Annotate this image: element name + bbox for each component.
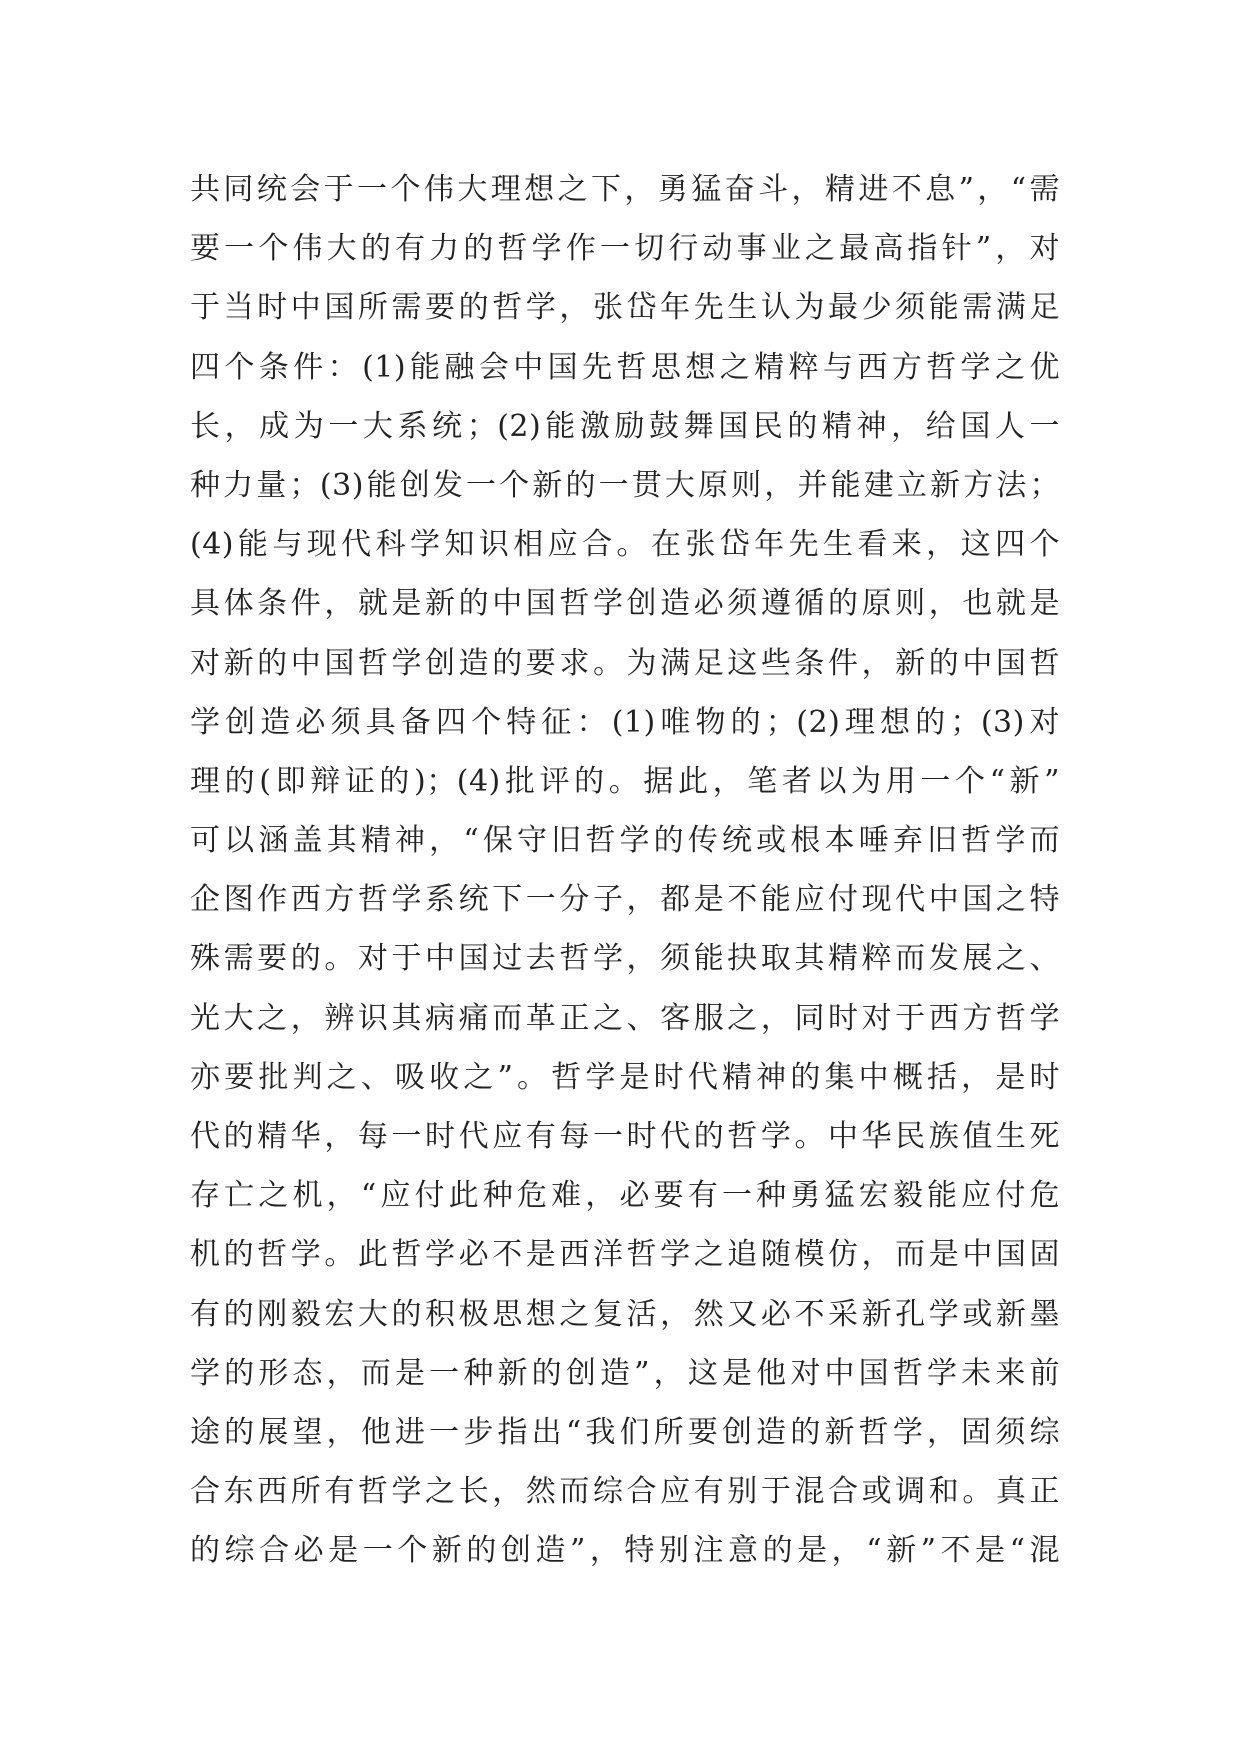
text-line: 的综合必是一个新的创造”，特别注意的是，“新”不是“混 (190, 1533, 1060, 1569)
text-line: 殊需要的。对于中国过去哲学，须能抉取其精粹而发展之、 (190, 941, 1060, 977)
text-line: 存亡之机，“应付此种危难，必要有一种勇猛宏毅能应付危 (190, 1178, 1060, 1214)
text-line: 代的精华，每一时代应有每一时代的哲学。中华民族值生死 (190, 1119, 1060, 1154)
text-line: 长，成为一大系统；(2)能激励鼓舞国民的精神，给国人一 (190, 408, 1060, 444)
text-line: 共同统会于一个伟大理想之下，勇猛奋斗，精进不息”，“需 (190, 172, 1060, 207)
text-line: 合东西所有哲学之长，然而综合应有别于混合或调和。真正 (190, 1474, 1060, 1510)
text-line: 具体条件，就是新的中国哲学创造必须遵循的原则，也就是 (190, 586, 1060, 622)
text-line: 要一个伟大的有力的哲学作一切行动事业之最高指针”，对 (190, 231, 1060, 267)
text-line: 机的哲学。此哲学必不是西洋哲学之追随模仿，而是中国固 (190, 1237, 1060, 1273)
text-line: 学的形态，而是一种新的创造”，这是他对中国哲学未来前 (190, 1355, 1060, 1391)
text-line: 于当时中国所需要的哲学，张岱年先生认为最少须能需满足 (190, 290, 1060, 326)
text-line: 四个条件：(1)能融会中国先哲思想之精粹与西方哲学之优 (190, 349, 1060, 385)
text-line: 途的展望，他进一步指出“我们所要创造的新哲学，固须综 (190, 1414, 1060, 1450)
text-line: 学创造必须具备四个特征：(1)唯物的；(2)理想的；(3)对 (190, 704, 1060, 740)
text-line: 光大之，辨识其病痛而革正之、客服之，同时对于西方哲学 (190, 1000, 1060, 1036)
text-line: 有的刚毅宏大的积极思想之复活，然又必不采新孔学或新墨 (190, 1296, 1060, 1332)
text-line: 对新的中国哲学创造的要求。为满足这些条件，新的中国哲 (190, 645, 1060, 681)
text-line: 种力量；(3)能创发一个新的一贯大原则，并能建立新方法； (190, 467, 1060, 503)
text-line: 亦要批判之、吸收之”。哲学是时代精神的集中概括，是时 (190, 1059, 1060, 1095)
body-text (190, 160, 1060, 1581)
text-line: 企图作西方哲学系统下一分子，都是不能应付现代中国之特 (190, 882, 1060, 918)
text-line: 理的(即辩证的)；(4)批评的。据此，笔者以为用一个“新” (190, 763, 1060, 799)
text-line: (4)能与现代科学知识相应合。在张岱年先生看来，这四个 (190, 527, 1060, 563)
text-line: 可以涵盖其精神，“保守旧哲学的传统或根本唾弃旧哲学而 (190, 823, 1060, 859)
